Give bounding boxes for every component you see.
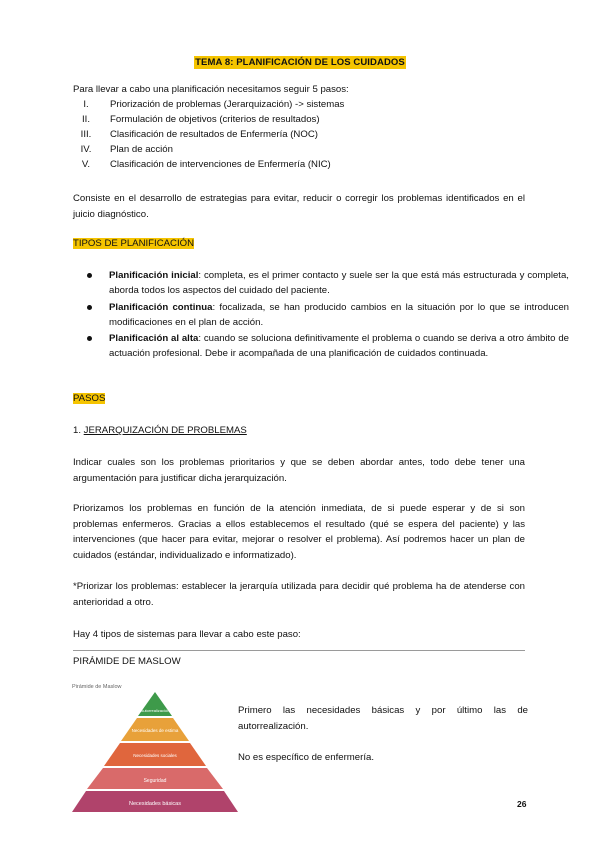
divider — [73, 650, 525, 651]
list-item-term: Planificación al alta — [109, 333, 199, 344]
list-item — [73, 142, 525, 157]
paragraph: Hay 4 tipos de sistemas para llevar a cabo este paso: — [73, 629, 301, 640]
list-item-text: Clasificación de intervenciones de Enfermería (NIC) — [110, 159, 331, 170]
page-title — [0, 52, 600, 70]
list-item-text: Formulación de objetivos (criterios de resultados) — [110, 114, 320, 125]
list-item-term: Planificación continua — [109, 302, 213, 313]
pyramid-label: Autorrealización — [140, 708, 170, 713]
list-item-text: Plan de acción — [110, 144, 173, 155]
section-heading-text: PASOS — [73, 393, 106, 404]
subsection-heading — [73, 425, 247, 436]
list-item-term: Planificación inicial — [109, 270, 199, 281]
list-item-text: Clasificación de resultados de Enfermería (NOC) — [110, 129, 318, 140]
page-number: 26 — [517, 799, 527, 809]
paragraph: Indicar cuales son los problemas prioritarios y que se deben abordar antes, todo debe tener una argumentación para justificar dicha jerarquización. — [73, 457, 525, 484]
steps-list — [73, 97, 525, 177]
list-item — [109, 331, 569, 362]
maslow-note: No es específico de enfermería. — [238, 752, 374, 763]
maslow-pyramid — [70, 692, 245, 818]
list-item-number: I. — [83, 99, 89, 110]
pyramid-label: Necesidades de estima — [131, 728, 179, 733]
list-item — [73, 97, 525, 112]
pyramid-caption: Pirámide de Maslow — [72, 684, 122, 690]
page-title-text: TEMA 8: PLANIFICACIÓN DE LOS CUIDADOS — [195, 57, 405, 68]
list-item — [73, 127, 525, 142]
section-heading-pasos — [73, 393, 105, 404]
maslow-pyramid-figure — [70, 684, 245, 816]
list-item-text: Priorización de problemas (Jerarquización) -> sistemas — [110, 99, 345, 110]
section-heading-tipos — [73, 238, 194, 249]
paragraph: Priorizamos los problemas en función de la atención inmediata, de si puede esperar y de si son problemas enfermeros. Gracias a ellos establecemos el resultado (qué se espera del paciente) y las intervenciones (que hacer para evitar, mejorar o resolver el problema). Así podremos hacer un plan de cuidados (estándar, individualizado e informatizado). — [73, 503, 525, 561]
pyramid-label: Seguridad — [143, 778, 167, 784]
subsection-number: 1. — [73, 425, 84, 436]
subsection-title: JERARQUIZACIÓN DE PROBLEMAS — [83, 425, 247, 436]
list-item — [73, 157, 525, 172]
list-item — [109, 268, 569, 299]
list-item — [73, 112, 525, 127]
list-item-text: : completa, es el primer contacto y suele ser la que está más estructurada y completa, aborda todos los aspectos del cuidado del paciente. — [109, 270, 569, 297]
intro-text: Para llevar a cabo una planificación necesitamos seguir 5 pasos: — [73, 84, 349, 95]
bullet-icon — [87, 336, 92, 341]
pyramid-label: Necesidades básicas — [129, 801, 181, 807]
list-item-text: : cuando se soluciona definitivamente el problema o cuando se deriva a otro ámbito de actuación profesional. Debe ir acompañada de una planificación de cuidados continuada. — [109, 333, 569, 360]
list-item-number: II. — [82, 114, 90, 125]
list-item-number: IV. — [80, 144, 92, 155]
section-heading-text: TIPOS DE PLANIFICACIÓN — [73, 238, 195, 249]
list-item-text: : focalizada, se han producido cambios en la situación por lo que se introducen modificaciones en el plan de acción. — [109, 302, 569, 329]
bullet-icon — [87, 273, 92, 278]
maslow-description: Primero las necesidades básicas y por último las de autorrealización. — [238, 705, 528, 732]
paragraph: *Priorizar los problemas: establecer la jerarquía utilizada para decidir qué problema ha de atenderse con anterioridad a otro. — [73, 581, 525, 608]
list-item — [109, 300, 569, 331]
list-item-number: III. — [80, 129, 92, 140]
definition-paragraph: Consiste en el desarrollo de estrategias para evitar, reducir o corregir los problemas identificados en el juicio diagnóstico. — [73, 193, 525, 220]
maslow-heading: PIRÁMIDE DE MASLOW — [73, 656, 181, 667]
list-item-number: V. — [81, 159, 91, 170]
tipos-list — [109, 268, 569, 378]
pyramid-label: Necesidades sociales — [133, 753, 177, 758]
bullet-icon — [87, 305, 92, 310]
